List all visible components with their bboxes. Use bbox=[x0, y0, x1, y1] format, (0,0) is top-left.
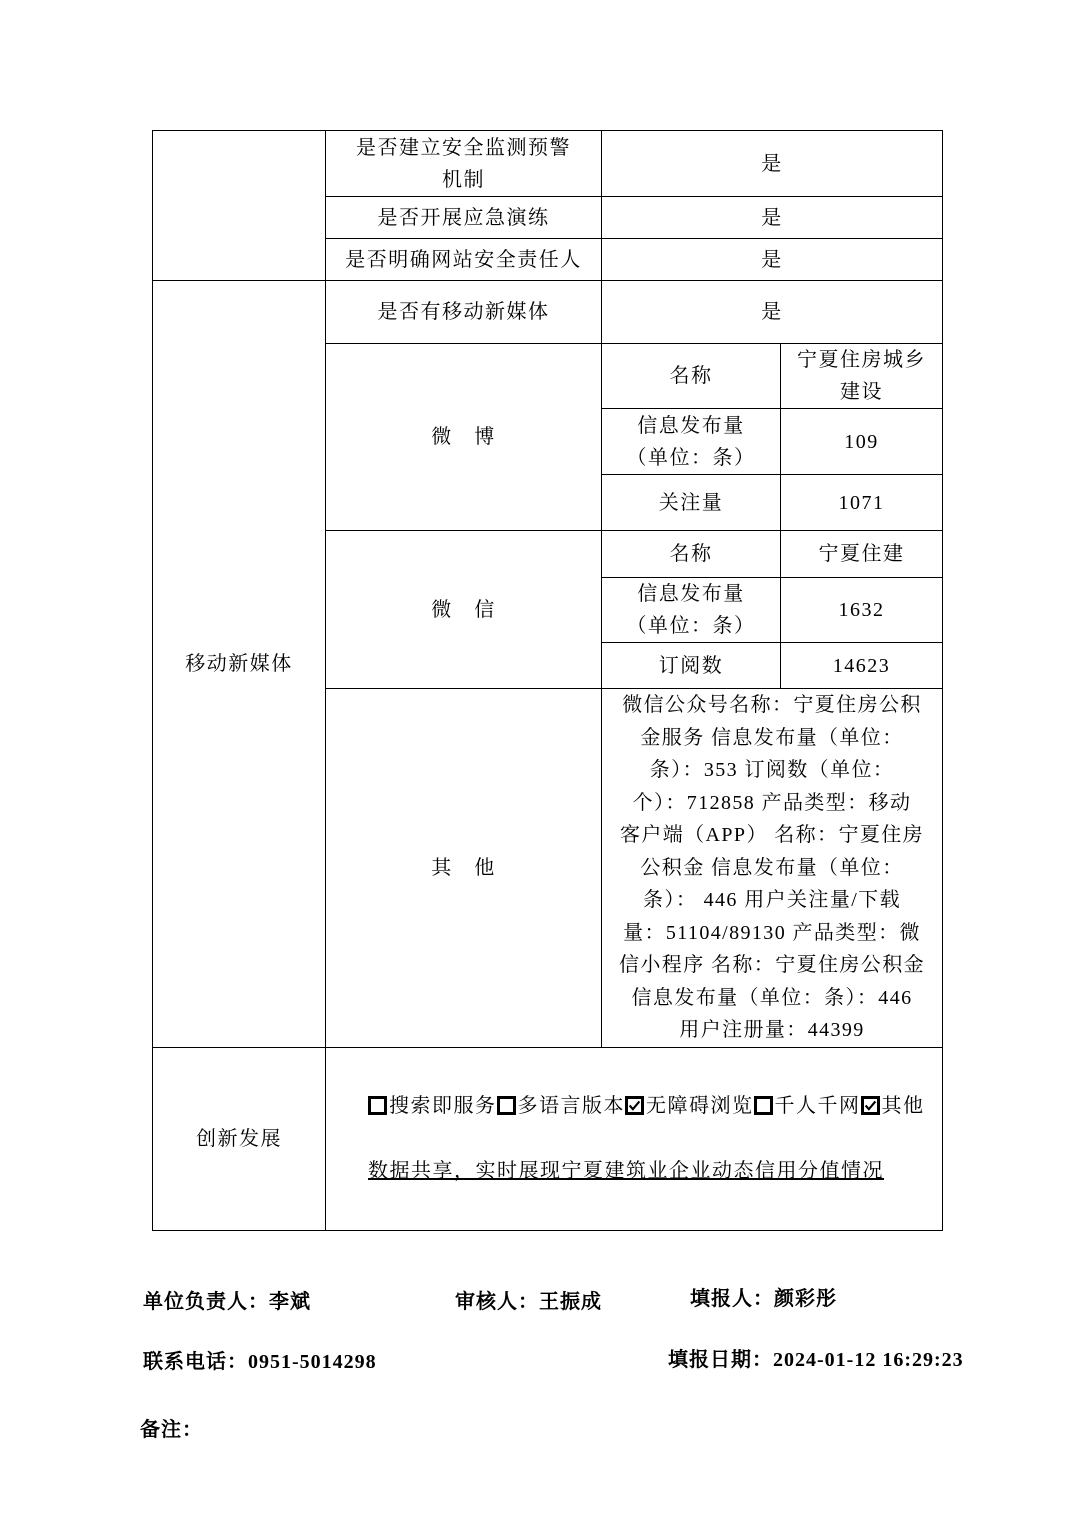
checkbox-multilingual bbox=[497, 1096, 516, 1115]
fill-date-value: 2024-01-12 16:29:23 bbox=[773, 1349, 964, 1371]
reviewer bbox=[455, 1289, 602, 1315]
other-media-details-text: 微信公众号名称：宁夏住房公积 金服务 信息发布量（单位： 条）：353 订阅数（单位： 个）：712858 产品类型：移动 客户端（APP） 名称：宁夏住房 公积金 信息发布量（单位： 条）： 446 用户关注量/下载 量：51104/89130 产品类型：微 信小程序 名称：宁夏住房公积金 信息发布量（单位：条）：446 用户注册量：44399 bbox=[619, 694, 925, 1042]
remark bbox=[140, 1417, 203, 1443]
emergency-drill-value-text: 是 bbox=[761, 206, 783, 229]
option-other-detail: 数据共享，实时展现宁夏建筑业企业动态信用分值情况 bbox=[368, 1160, 884, 1182]
weixin-name-key-text: 名称 bbox=[669, 543, 713, 565]
weibo-label bbox=[325, 343, 602, 531]
mobile-media-section-label bbox=[152, 280, 326, 1048]
innovation-options bbox=[325, 1047, 943, 1231]
option-other-label: 其他 bbox=[881, 1095, 925, 1117]
check-icon bbox=[864, 1099, 877, 1112]
weixin-name-value-text: 宁夏住建 bbox=[818, 543, 905, 565]
responsible-person bbox=[143, 1289, 311, 1315]
weibo-follow-key bbox=[601, 474, 781, 531]
mobile-media-section-label-text: 移动新媒体 bbox=[185, 653, 293, 675]
option-personalization-label: 千人千网 bbox=[774, 1095, 861, 1117]
fill-date bbox=[668, 1347, 964, 1373]
weibo-name-value bbox=[780, 343, 943, 409]
weibo-posts-value bbox=[780, 408, 943, 475]
reviewer-label: 审核人： bbox=[455, 1291, 539, 1313]
other-media-label-text: 其 他 bbox=[431, 857, 496, 879]
checkbox-accessibility bbox=[625, 1096, 644, 1115]
security-officer-label-text: 是否明确网站安全责任人 bbox=[345, 248, 582, 271]
weibo-name-key-text: 名称 bbox=[669, 365, 713, 387]
security-officer-value-text: 是 bbox=[761, 248, 783, 271]
innovation-label-text: 创新发展 bbox=[196, 1128, 282, 1150]
weixin-subs-key bbox=[601, 642, 781, 689]
weixin-subs-key-text: 订阅数 bbox=[658, 654, 724, 677]
emergency-drill-label-text: 是否开展应急演练 bbox=[377, 206, 550, 229]
checkbox-personalization bbox=[754, 1096, 773, 1115]
weibo-name-value-text: 宁夏住房城乡 建设 bbox=[797, 349, 926, 403]
has-mobile-media-label-text: 是否有移动新媒体 bbox=[377, 301, 550, 323]
has-mobile-media-value-text: 是 bbox=[761, 301, 783, 323]
weixin-label-text: 微 信 bbox=[431, 598, 496, 621]
filler bbox=[690, 1286, 837, 1312]
weixin-name-value bbox=[780, 530, 943, 578]
checkbox-search-service bbox=[368, 1096, 387, 1115]
emergency-drill-value bbox=[601, 196, 943, 239]
checkbox-other bbox=[861, 1096, 880, 1115]
security-monitoring-value bbox=[601, 130, 943, 197]
responsible-person-label: 单位负责人： bbox=[143, 1291, 269, 1313]
weibo-follow-value bbox=[780, 474, 943, 531]
weixin-subs-value bbox=[780, 642, 943, 689]
other-media-details bbox=[601, 688, 943, 1048]
option-multilingual-label: 多语言版本 bbox=[517, 1095, 625, 1117]
security-section-label-cell bbox=[152, 130, 326, 281]
security-officer-label bbox=[325, 238, 602, 281]
weixin-posts-value bbox=[780, 577, 943, 643]
innovation-label bbox=[152, 1047, 326, 1231]
fill-date-label: 填报日期： bbox=[668, 1349, 773, 1371]
innovation-options-content bbox=[326, 1058, 925, 1220]
weibo-posts-key bbox=[601, 408, 781, 475]
check-icon bbox=[628, 1099, 641, 1112]
security-monitoring-value-text: 是 bbox=[761, 152, 783, 175]
option-accessibility-label: 无障碍浏览 bbox=[646, 1095, 754, 1117]
contact-phone-label: 联系电话： bbox=[143, 1351, 248, 1373]
weixin-posts-value-text: 1632 bbox=[838, 599, 885, 621]
weibo-follow-value-text: 1071 bbox=[838, 491, 885, 514]
security-monitoring-label bbox=[325, 130, 602, 197]
filler-label: 填报人： bbox=[690, 1288, 774, 1310]
weibo-posts-value-text: 109 bbox=[844, 430, 879, 453]
weixin-name-key bbox=[601, 530, 781, 578]
security-officer-value bbox=[601, 238, 943, 281]
weibo-label-text: 微 博 bbox=[431, 426, 496, 448]
weibo-follow-key-text: 关注量 bbox=[658, 491, 724, 514]
weixin-label bbox=[325, 530, 602, 689]
option-search-service-label: 搜索即服务 bbox=[389, 1095, 497, 1117]
emergency-drill-label bbox=[325, 196, 602, 239]
weibo-posts-key-text: 信息发布量 （单位：条） bbox=[626, 414, 756, 469]
innovation-options-line bbox=[368, 1090, 925, 1123]
other-media-label bbox=[325, 688, 602, 1048]
responsible-person-name: 李斌 bbox=[269, 1291, 311, 1313]
security-monitoring-label-text: 是否建立安全监测预警 机制 bbox=[356, 136, 571, 191]
weixin-subs-value-text: 14623 bbox=[832, 654, 891, 677]
filler-name: 颜彩彤 bbox=[774, 1288, 837, 1310]
contact-phone bbox=[143, 1349, 377, 1375]
weixin-posts-key bbox=[601, 577, 781, 643]
remark-label: 备注： bbox=[140, 1419, 203, 1441]
weixin-posts-key-text: 信息发布量 （单位：条） bbox=[626, 583, 756, 637]
has-mobile-media-value bbox=[601, 280, 943, 344]
contact-phone-value: 0951-5014298 bbox=[248, 1351, 377, 1373]
weibo-name-key bbox=[601, 343, 781, 409]
reviewer-name: 王振成 bbox=[539, 1291, 602, 1313]
has-mobile-media-label bbox=[325, 280, 602, 344]
